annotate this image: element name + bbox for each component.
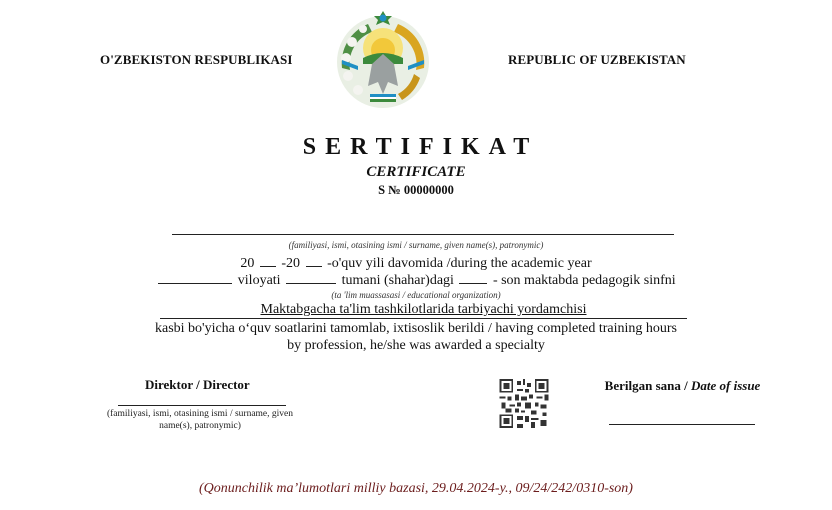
completion-line-2: by profession, he/she was awarded a specialty xyxy=(287,338,545,353)
date-of-issue-line[interactable] xyxy=(609,424,755,425)
org-caption: (ta 'lim muassasasi / educational organization) xyxy=(331,290,501,300)
academic-year-line xyxy=(0,254,832,272)
region-blank[interactable] xyxy=(158,271,232,284)
year-mid: -20 xyxy=(281,256,301,271)
year-prefix: 20 xyxy=(240,256,255,271)
date-label-uz: Berilgan sana / xyxy=(604,378,691,393)
profession-value: Maktabgacha ta'lim tashkilotlarida tarbiyachi yordamchisi xyxy=(260,302,587,317)
director-caption: (familiyasi, ismi, otasining ismi / surname, given name(s), patronymic) xyxy=(106,409,294,431)
profession-field[interactable] xyxy=(160,302,687,319)
school-label: - son maktabda pedagogik sinfni xyxy=(492,273,676,288)
certificate-subtitle: CERTIFICATE xyxy=(366,164,466,180)
header-right-title: REPUBLIC OF UZBEKISTAN xyxy=(508,52,686,67)
legal-reference: (Qonunchilik ma’lumotlari milliy bazasi, 29.04.2024-y., 09/24/242/0310-son) xyxy=(199,481,633,496)
year-suffix: -o'quv yili davomida /during the academic year xyxy=(327,256,592,271)
name-field-line[interactable] xyxy=(172,234,674,235)
district-label: tumani (shahar)dagi xyxy=(341,273,454,288)
region-label: viloyati xyxy=(237,273,281,288)
qr-code-icon[interactable] xyxy=(499,379,549,428)
director-signature-line[interactable] xyxy=(118,405,286,406)
district-blank[interactable] xyxy=(286,271,336,284)
state-emblem-icon xyxy=(332,8,434,110)
certificate-title: SERTIFIKAT xyxy=(302,134,539,160)
year-start-blank[interactable] xyxy=(260,254,276,267)
name-field-caption: (familiyasi, ismi, otasining ismi / surname, given name(s), patronymic) xyxy=(288,240,544,250)
completion-line-1: kasbi bo'yicha o‘quv soatlarini tamomlab, ixtisoslik berildi / having completed training hours xyxy=(155,321,677,336)
school-number-blank[interactable] xyxy=(459,271,487,284)
date-of-issue-label xyxy=(600,377,765,394)
header-left-title: O'ZBEKISTON RESPUBLIKASI xyxy=(100,52,293,67)
date-label-en: Date of issue xyxy=(690,378,761,393)
certificate-serial-number: S № 00000000 xyxy=(378,183,454,197)
year-end-blank[interactable] xyxy=(306,254,322,267)
school-line xyxy=(0,271,832,289)
director-label: Direktor / Director xyxy=(145,377,250,392)
